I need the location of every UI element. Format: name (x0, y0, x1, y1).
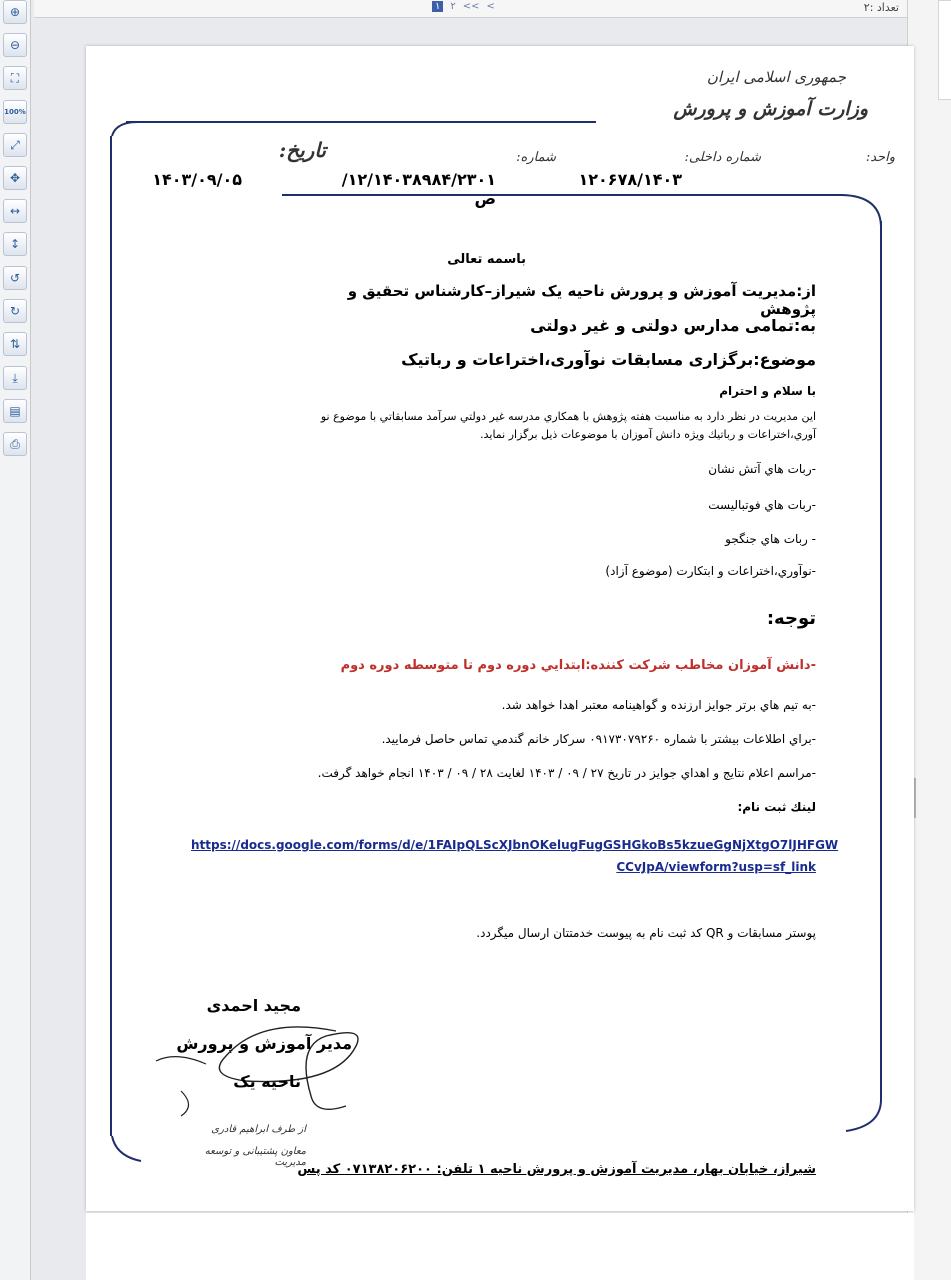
actual-size-button[interactable]: 100% (3, 100, 27, 124)
fit-page-icon[interactable]: ⛶ (3, 66, 27, 90)
fit-window-icon[interactable]: ⤢ (3, 133, 27, 157)
rotate-left-icon[interactable]: ↺ (3, 266, 27, 290)
document-icon[interactable]: ▤ (3, 399, 27, 423)
internal-number-label: شماره داخلی: (684, 150, 761, 165)
greeting: با سلام و احترام (719, 384, 816, 398)
top-bar (34, 0, 907, 18)
flip-icon[interactable]: ⇅ (3, 332, 27, 356)
bismillah: باسمه تعالی (447, 252, 526, 267)
deputy-line-1: از طرف ابراهیم قادری (211, 1124, 306, 1135)
letter-number-value: ۱۲/۱۴۰۳۸۹۸۴/۲۳۰۱/ص (341, 170, 496, 208)
download-icon[interactable]: ⤓ (3, 366, 27, 390)
zoom-out-icon[interactable]: ⊖ (3, 33, 27, 57)
letter-date-value: ۱۴۰۳/۰۹/۰۵ (152, 170, 242, 189)
internal-number-value: ۱۲۰۶۷۸/۱۴۰۳ (578, 170, 682, 189)
registration-link-line-1[interactable]: https://docs.google.com/forms/d/e/1FAIpQLScXJbnOKelugFugGSHGkoBs5kzueGgNjXtgO7lJHFGW (191, 838, 839, 852)
intro-line-2: آوري،اختراعات و رباتیك ویژه دانش آموزان با موضوعات ذیل برگزار نماید. (480, 428, 816, 441)
pager (432, 1, 495, 12)
header-ministry: وزارت آموزش و پرورش (673, 98, 868, 120)
signer-title-line-1: مدیر آموزش و پرورش (176, 1034, 352, 1053)
number-label: شماره: (516, 150, 556, 165)
zoom-in-icon[interactable]: ⊕ (3, 0, 27, 24)
left-toolbar (0, 0, 31, 1280)
topic-item: -ربات هاي آتش نشان (708, 462, 816, 476)
unit-label: واحد: (865, 150, 895, 165)
deputy-line-2: معاون پشتیبانی و توسعه مدیریت (204, 1146, 306, 1168)
registration-link[interactable] (191, 838, 839, 874)
topic-item: - ربات هاي جنگجو (725, 532, 816, 546)
letter-page (86, 46, 914, 1211)
page-count-label: تعداد :۲ (863, 1, 899, 14)
note-item: -مراسم اعلام نتايج و اهداي جوايز در تاريخ ۲۷ / ۰۹ / ۱۴۰۳ لغايت ۲۸ / ۰۹ / ۱۴۰۳ انجام خواهد گرفت. (317, 766, 816, 780)
registration-link-line-2[interactable]: CCvJpA/viewform?usp=sf_link (616, 860, 816, 874)
intro-line-1: این مدیریت در نظر دارد به مناسبت هفته پژوهش با همکاري مدرسه غیر دولتي سرآمد مسابقاتي با موضوع نو (320, 410, 816, 423)
fit-height-icon[interactable]: ↕ (3, 232, 27, 256)
next-page (86, 1213, 914, 1280)
rotate-right-icon[interactable]: ↻ (3, 299, 27, 323)
note-audience: -دانش آموزان مخاطب شركت كننده:ابتدايي دوره دوم تا متوسطه دوره دوم (340, 658, 816, 673)
registration-link-label: لینك ثبت نام: (737, 800, 816, 814)
signer-title-line-2: ناحیه یک (233, 1072, 301, 1091)
pan-icon[interactable]: ✥ (3, 166, 27, 190)
poster-line: پوستر مسابقات و QR كد ثبت نام به پيوست خدمتتان ارسال ميگردد. (476, 926, 816, 940)
scrollbar-thumb[interactable] (938, 0, 951, 100)
letter-footer: شیراز، خیابان بهار، مدیریت آموزش و پرورش ناحیه ۱ تلفن: ۰۷۱۳۸۲۰۶۲۰۰ کد پس (297, 1162, 816, 1177)
page-2-link[interactable]: ۲ (450, 1, 456, 12)
note-item: -به تیم هاي برتر جوايز ارزنده و گواهينامه معتبر اهدا خواهد شد. (501, 698, 816, 712)
date-label: تاریخ: (278, 138, 326, 162)
topic-item: -ربات هاي فوتبالیست (708, 498, 816, 512)
fit-width-icon[interactable]: ↔ (3, 199, 27, 223)
from-line: از:مدیریت آموزش و پرورش ناحیه یک شیراز–کارشناس تحقیق و پژوهش (347, 282, 816, 318)
signer-name: مجید احمدی (206, 996, 301, 1015)
subject-line: موضوع:برگزاری مسابقات نوآوری،اختراعات و رباتیک (401, 350, 816, 369)
prev-page-link[interactable]: < (486, 1, 495, 12)
note-item: -براي اطلاعات بیشتر با شماره ۰۹۱۷۳۰۷۹۲۶۰ سركار خانم گندمي تماس حاصل فرمایید. (381, 732, 816, 746)
note-title: توجه: (766, 608, 816, 629)
to-line: به:تمامی مدارس دولتی و غیر دولتی (530, 316, 816, 335)
page-1-link[interactable]: ۱ (432, 1, 443, 12)
topic-item: -نوآوري،اختراعات و ابتكارت (موضوع آزاد) (605, 564, 816, 578)
first-page-link[interactable]: << (462, 1, 480, 12)
print-icon[interactable]: ⎙ (3, 432, 27, 456)
document-viewer (34, 18, 907, 1280)
header-republic: جمهوری اسلامی ایران (706, 68, 846, 86)
